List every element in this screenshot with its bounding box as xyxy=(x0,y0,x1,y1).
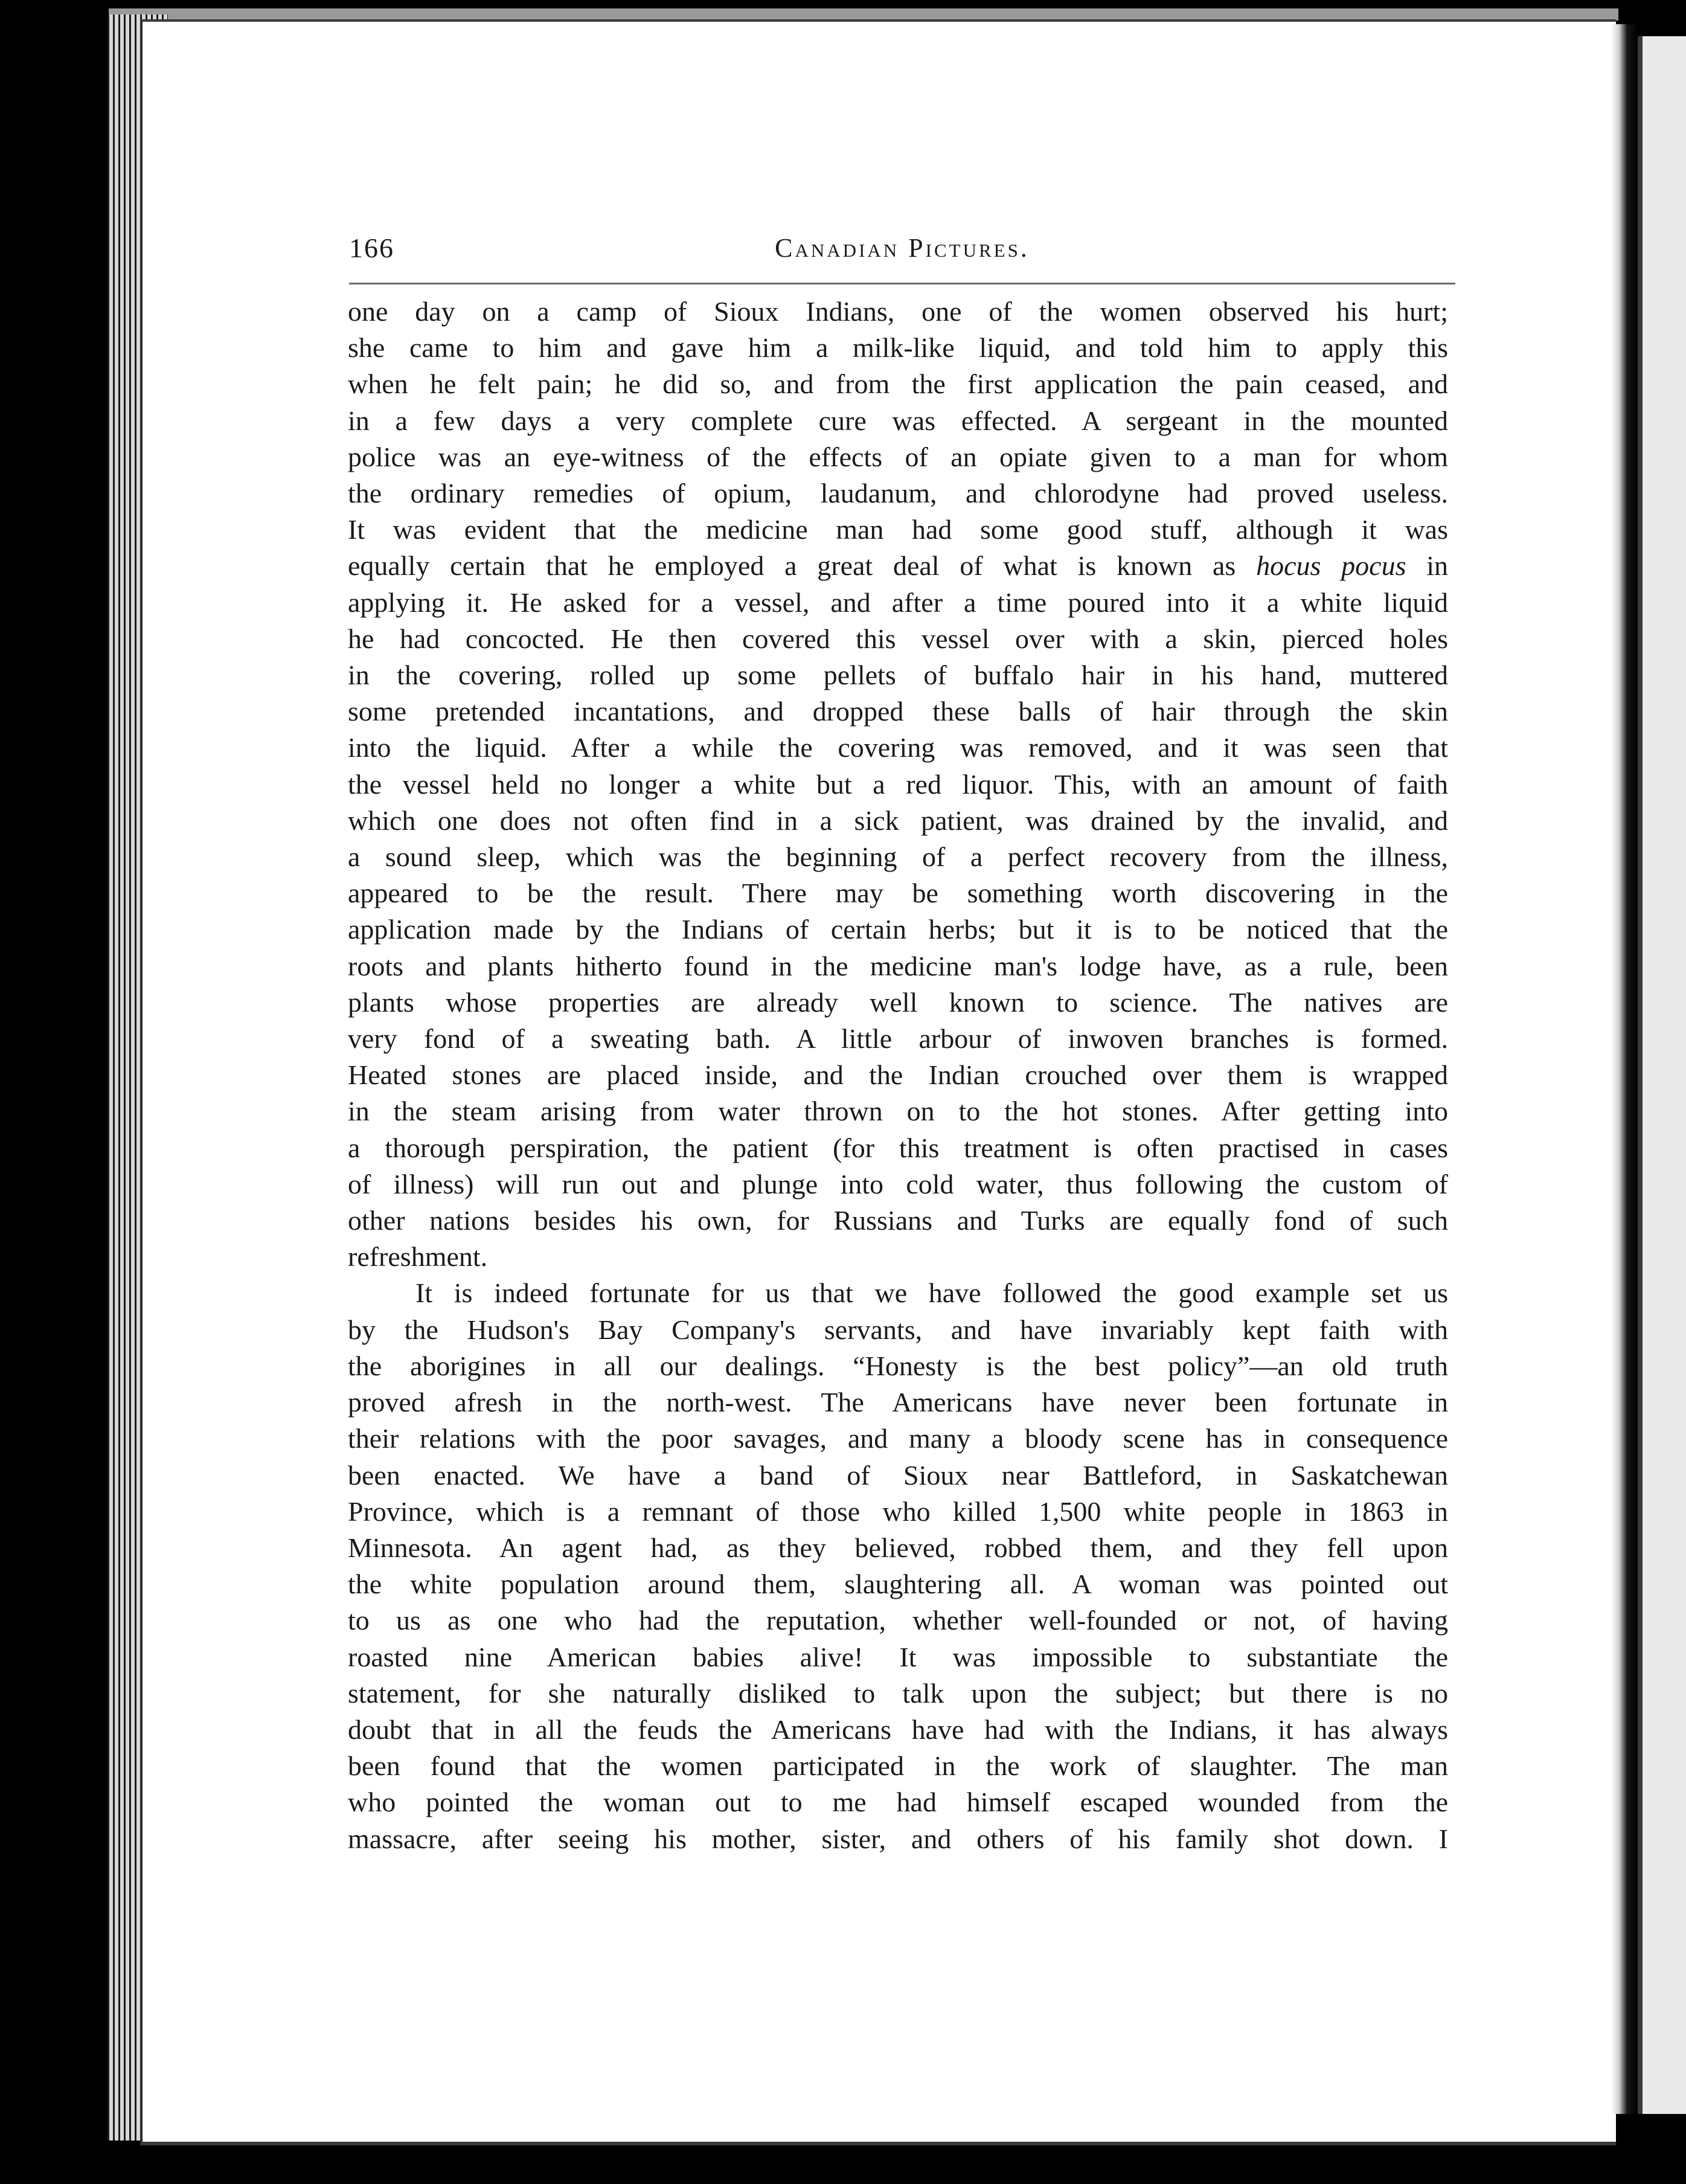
facing-page-edge xyxy=(1638,36,1643,2114)
text-line: massacre, after seeing his mother, sister, and others of his family shot down. I xyxy=(348,1823,1448,1854)
text-line: plants whose properties are already well known to science. The natives are xyxy=(348,986,1448,1018)
text-line: Heated stones are placed inside, and the Indian crouched over them is wrapped xyxy=(348,1059,1448,1091)
text-line: roasted nine American babies alive! It was impossible to substantiate the xyxy=(348,1641,1448,1672)
text-line: when he felt pain; he did so, and from the first application the pain ceased, and xyxy=(348,368,1448,400)
text-line: one day on a camp of Sioux Indians, one of the women observed his hurt; xyxy=(348,296,1448,327)
text-line: the white population around them, slaughtering all. A woman was pointed out xyxy=(348,1569,1448,1600)
text-line: appeared to be the result. There may be something worth discovering in the xyxy=(348,878,1448,909)
text-line: of illness) will run out and plunge into cold water, thus following the custom of xyxy=(348,1168,1448,1200)
text-line: Province, which is a remnant of those who killed 1,500 white people in 1863 in xyxy=(348,1495,1448,1527)
paragraph-2 xyxy=(348,1275,1448,1857)
text-line: their relations with the poor savages, and many a bloody scene has in consequence xyxy=(348,1423,1448,1454)
facing-page-strip xyxy=(1638,36,1686,2114)
page-header xyxy=(349,227,1455,269)
text-line: she came to him and gave him a milk-like liquid, and told him to apply this xyxy=(348,332,1448,364)
text-line: in the steam arising from water thrown on to the hot stones. After getting into xyxy=(348,1096,1448,1127)
text-line: application made by the Indians of certain herbs; but it is to be noticed that the xyxy=(348,914,1448,945)
text-line: very fond of a sweating bath. A little arbour of inwoven branches is formed. xyxy=(348,1023,1448,1055)
text-line: the aborigines in all our dealings. “Honesty is the best policy”—an old truth xyxy=(348,1350,1448,1381)
book-gutter-fold xyxy=(1611,24,1638,2114)
text-line: to us as one who had the reputation, whether well-founded or not, of having xyxy=(348,1605,1448,1636)
text-line-with-italic xyxy=(348,548,1448,584)
text-line: been enacted. We have a band of Sioux near Battleford, in Saskatchewan xyxy=(348,1459,1448,1491)
running-head: Canadian Pictures. xyxy=(775,233,1030,263)
paragraph-1 xyxy=(348,294,1448,1275)
text-line: he had concocted. He then covered this vessel over with a skin, pierced holes xyxy=(348,623,1448,654)
text-line: by the Hudson's Bay Company's servants, and have invariably kept faith with xyxy=(348,1314,1448,1345)
body-text xyxy=(348,294,1448,1857)
text-line: It was evident that the medicine man had some good stuff, although it was xyxy=(348,514,1448,545)
text-line: Minnesota. An agent had, as they believed, robbed them, and they fell upon xyxy=(348,1532,1448,1563)
text-line: refreshment. xyxy=(348,1241,488,1273)
text-line: which one does not often find in a sick patient, was drained by the invalid, and xyxy=(348,805,1448,836)
text-line: a sound sleep, which was the beginning of a perfect recovery from the illness, xyxy=(348,841,1448,873)
text-segment: equally certain that he employed a great deal of what is known as xyxy=(348,550,1236,582)
text-line: police was an eye-witness of the effects of an opiate given to a man for whom xyxy=(348,441,1448,472)
text-line: into the liquid. After a while the covering was removed, and it was seen that xyxy=(348,732,1448,763)
text-line: proved afresh in the north-west. The Americans have never been fortunate in xyxy=(348,1387,1448,1418)
text-line: the vessel held no longer a white but a red liquor. This, with an amount of faith xyxy=(348,768,1448,800)
text-line: in the covering, rolled up some pellets of buffalo hair in his hand, muttered xyxy=(348,660,1448,691)
italic-phrase: hocus pocus xyxy=(1256,550,1406,582)
page-number: 166 xyxy=(349,233,394,263)
text-line: other nations besides his own, for Russians and Turks are equally fond of such xyxy=(348,1205,1448,1236)
text-segment: in xyxy=(1426,550,1448,582)
text-line: been found that the women participated in the work of slaughter. The man xyxy=(348,1750,1448,1782)
text-line: roots and plants hitherto found in the medicine man's lodge have, as a rule, been xyxy=(348,950,1448,981)
text-line: doubt that in all the feuds the Americans have had with the Indians, it has always xyxy=(348,1713,1448,1745)
text-line: a thorough perspiration, the patient (for this treatment is often practised in cases xyxy=(348,1132,1448,1163)
page-top-edge xyxy=(109,8,1618,21)
text-line: in a few days a very complete cure was effected. A sergeant in the mounted xyxy=(348,405,1448,436)
text-line: applying it. He asked for a vessel, and after a time poured into it a white liquid xyxy=(348,586,1448,618)
text-line: some pretended incantations, and dropped these balls of hair through the skin xyxy=(348,696,1448,727)
text-line: It is indeed fortunate for us that we have followed the good example set us xyxy=(415,1277,1448,1309)
text-line: who pointed the woman out to me had himself escaped wounded from the xyxy=(348,1787,1448,1818)
text-line: the ordinary remedies of opium, laudanum, and chlorodyne had proved useless. xyxy=(348,478,1448,509)
text-line: statement, for she naturally disliked to talk upon the subject; but there is no xyxy=(348,1677,1448,1709)
header-rule xyxy=(349,283,1455,284)
